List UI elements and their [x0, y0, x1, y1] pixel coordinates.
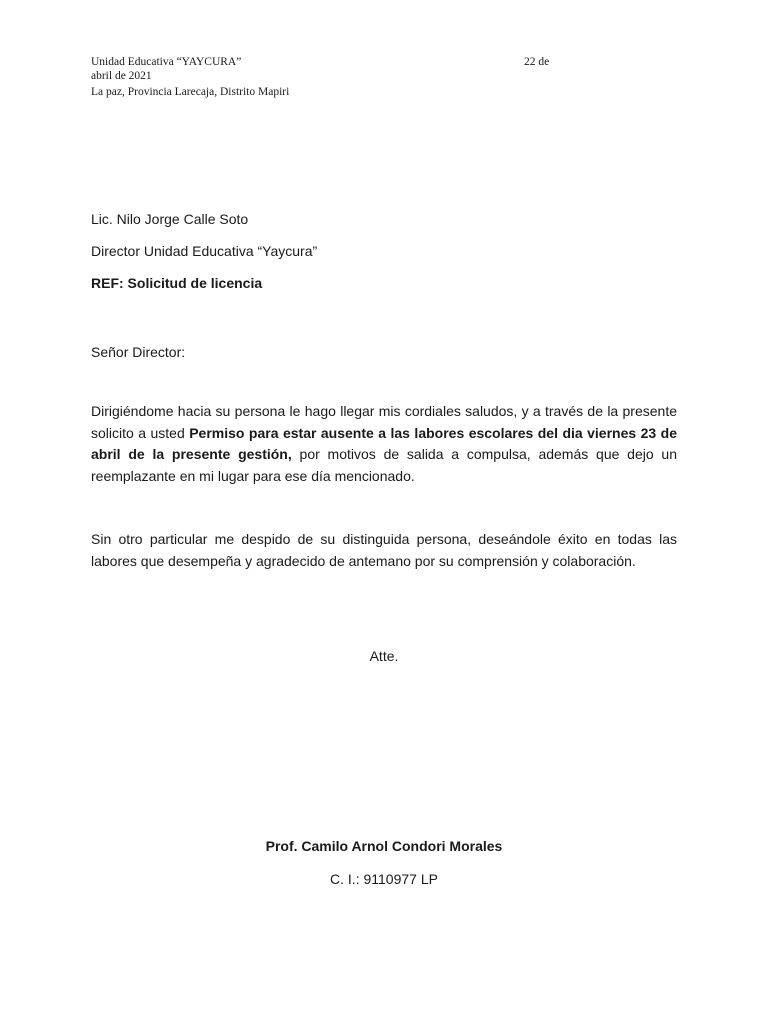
letter-header [91, 55, 591, 99]
signature-name: Prof. Camilo Arnol Condori Morales [265, 838, 503, 854]
date-line-1: 22 de [524, 56, 550, 68]
paragraph-1-text-start: Dirigiéndome hacia su persona le hago llegar mis cordiales saludos, y a través de la presente solicito a usted [91, 403, 677, 441]
reference-line: REF: Solicitud de licencia [91, 275, 263, 291]
date-line-2: abril de 2021 [91, 70, 152, 82]
salutation: Señor Director: [91, 344, 186, 360]
paragraph-1-text-end: por motivos de salida a compulsa, además que dejo un reemplazante en mi lugar para ese día mencionado. [91, 446, 677, 484]
paragraph-1-bold-request: Permiso para estar ausente a las labores escolares del dia viernes 23 de abril de la presente gestión, [91, 424, 677, 462]
location-line: La paz, Provincia Larecaja, Distrito Mapiri [91, 86, 290, 98]
recipient-name: Lic. Nilo Jorge Calle Soto [91, 211, 249, 227]
body-paragraph-2: Sin otro particular me despido de su distinguida persona, deseándole éxito en todas las labores que desempeña y agradecido de antemano por su comprensión y colaboración. [91, 531, 677, 569]
recipient-title: Director Unidad Educativa “Yaycura” [91, 243, 318, 259]
signature-id: C. I.: 9110977 LP [330, 871, 438, 887]
school-name: Unidad Educativa “YAYCURA” [91, 56, 242, 68]
closing-phrase: Atte. [369, 648, 399, 664]
body-paragraph-1 [91, 401, 677, 487]
